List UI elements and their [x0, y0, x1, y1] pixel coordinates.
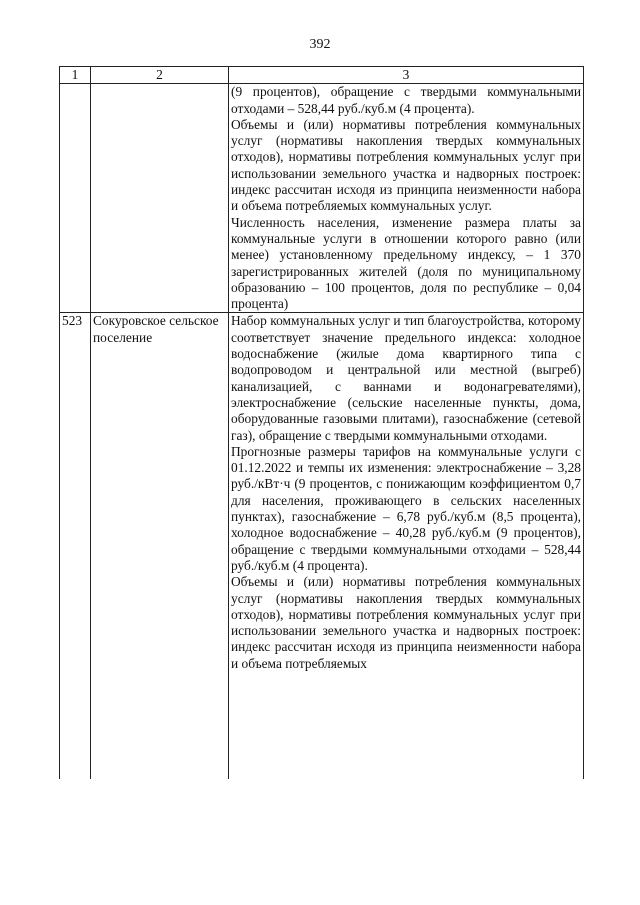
table-row	[60, 313, 584, 780]
row-description	[229, 313, 584, 780]
header-col-2: 2	[91, 67, 229, 84]
paragraph: Прогнозные размеры тарифов на коммунальные услуги с 01.12.2022 и темпы их изменения: электроснабжение – 3,28 руб./кВт·ч (9 процентов, с понижающим коэффициентом 0,7 для населения, проживающего в сельских населенных пунктах), газоснабжение – 6,78 руб./куб.м (8,5 процента), холодное водоснабжение – 40,28 руб./куб.м (9 процентов), обращение с твердыми коммунальными отходами – 528,44 руб./куб.м (4 процента).	[231, 443, 581, 573]
paragraph: Численность населения, изменение размера платы за коммунальные услуги в отношении которого равно (или менее) установленному предельному индексу, – 1 370 зарегистрированных жителей (доля по муниципальному образованию – 100 процентов, доля по республике – 0,04 процента)	[231, 214, 581, 312]
table-header-row	[60, 67, 584, 84]
page-number: 392	[309, 37, 331, 52]
header-col-1: 1	[60, 67, 91, 84]
row-description	[229, 84, 584, 313]
paragraph: Объемы и (или) нормативы потребления коммунальных услуг (нормативы накопления твердых коммунальных отходов), нормативы потребления коммунальных услуг при использовании земельного участка и надворных построек: индекс рассчитан исходя из принципа неизменности набора и объема потребляемых	[231, 574, 581, 671]
row-description-content	[231, 313, 581, 779]
paragraph: Объемы и (или) нормативы потребления коммунальных услуг (нормативы накопления твердых коммунальных отходов), нормативы потребления коммунальных услуг при использовании земельного участка и надворных построек: индекс рассчитан исходя из принципа неизменности набора и объема потребляемых коммунальных услуг.	[231, 116, 581, 214]
tariff-table	[59, 66, 584, 779]
municipality-name: Сокуровское сельское поселение	[91, 313, 229, 780]
paragraph: Набор коммунальных услуг и тип благоустройства, которому соответствует значение предельного индекса: холодное водоснабжение (жилые дома квартирного типа с водопроводом и центральной или местной (выгреб) канализацией, с ваннами и водонагревателями), электроснабжение (сельские населенные пункты, дома, оборудованные газовыми плитами), газоснабжение (сетевой газ), обращение с твердыми коммунальными отходами.	[231, 313, 581, 443]
header-col-3: 3	[229, 67, 584, 84]
table-row	[60, 84, 584, 313]
row-number	[60, 84, 91, 313]
municipality-name	[91, 84, 229, 313]
row-number: 523	[60, 313, 91, 780]
paragraph: (9 процентов), обращение с твердыми коммунальными отходами – 528,44 руб./куб.м (4 процента).	[231, 84, 581, 116]
